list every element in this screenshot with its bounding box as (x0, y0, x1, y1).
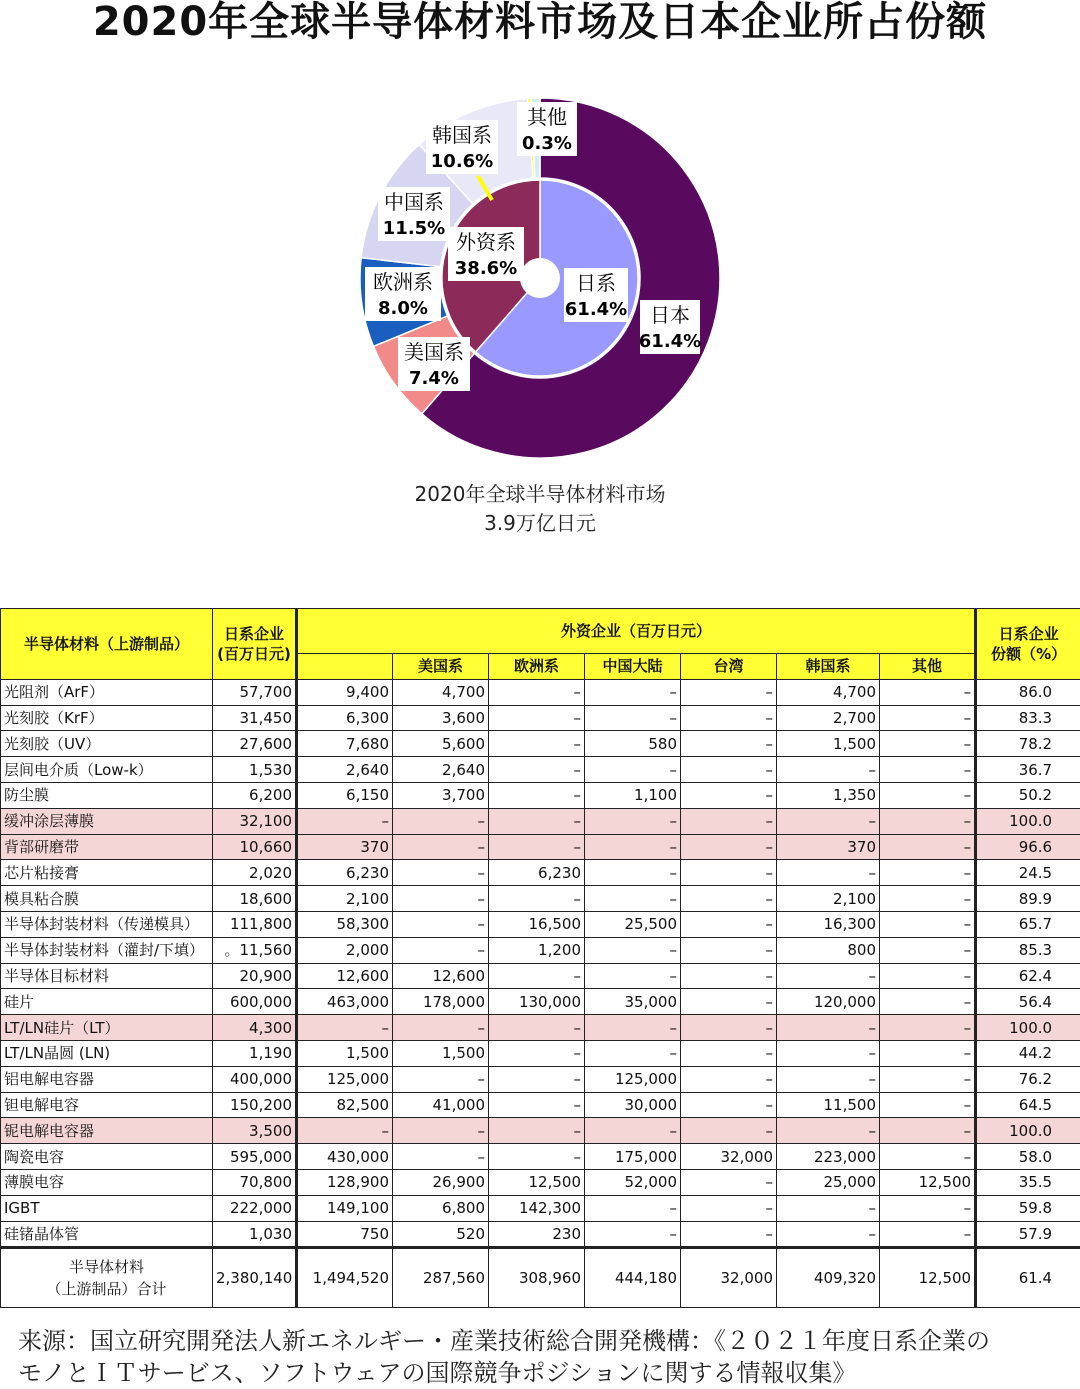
cell-share: 36.7 (976, 757, 1080, 783)
table-row (1, 1015, 1080, 1041)
cell-cn: – (585, 679, 681, 705)
cell-japan: 111,800 (213, 911, 297, 937)
cell-us: – (393, 911, 489, 937)
table-row (1, 886, 1080, 912)
cell-share: 100.0 (976, 1015, 1080, 1041)
cell-eu: – (489, 834, 585, 860)
cell-share: 100.0 (976, 1118, 1080, 1144)
cell-eu: 16,500 (489, 911, 585, 937)
header-share-label: 日系企业 (999, 625, 1059, 643)
cell-other: – (880, 1040, 976, 1066)
source-line-2: モノとＩＴサービス、ソフトウェアの国際競争ポジションに関する情報収集》 (18, 1357, 1078, 1389)
cell-tw: – (681, 886, 777, 912)
cell-tw: – (681, 911, 777, 937)
header-foreign-total (297, 654, 393, 680)
header-tw: 台湾 (681, 654, 777, 680)
header-share (976, 609, 1080, 680)
cell-foreign: 149,100 (297, 1195, 393, 1221)
cell-us: – (393, 808, 489, 834)
cell-other: – (880, 886, 976, 912)
cell-japan: 222,000 (213, 1195, 297, 1221)
total-tw: 32,000 (681, 1248, 777, 1308)
cell-share: 76.2 (976, 1066, 1080, 1092)
slice-label-percent: 38.6% (455, 258, 517, 279)
cell-other: – (880, 679, 976, 705)
cell-share: 85.3 (976, 937, 1080, 963)
cell-kr: – (777, 757, 880, 783)
cell-us: 6,800 (393, 1195, 489, 1221)
slice-label-name: 韩国系 (432, 123, 492, 147)
cell-foreign: 1,500 (297, 1040, 393, 1066)
table-row (1, 937, 1080, 963)
cell-tw: – (681, 937, 777, 963)
cell-foreign: 58,300 (297, 911, 393, 937)
table-row (1, 860, 1080, 886)
cell-kr: – (777, 1118, 880, 1144)
cell-tw: – (681, 1015, 777, 1041)
cell-share: 50.2 (976, 782, 1080, 808)
slice-label-percent: 7.4% (409, 368, 459, 389)
cell-eu: – (489, 1066, 585, 1092)
cell-us: – (393, 1015, 489, 1041)
cell-japan: 20,900 (213, 963, 297, 989)
cell-foreign: 6,300 (297, 705, 393, 731)
row-material-name: 钽电解电容 (1, 1092, 213, 1118)
cell-kr: 800 (777, 937, 880, 963)
cell-eu: – (489, 1092, 585, 1118)
cell-japan: 1,030 (213, 1221, 297, 1248)
cell-share: 56.4 (976, 989, 1080, 1015)
slice-label-name: 日本 (650, 303, 690, 327)
row-material-name: 硅锗晶体管 (1, 1221, 213, 1248)
cell-us: 3,600 (393, 705, 489, 731)
source-note (18, 1325, 1078, 1389)
row-material-name: 半导体目标材料 (1, 963, 213, 989)
table-row (1, 808, 1080, 834)
slice-label-percent: 8.0% (378, 298, 428, 319)
cell-cn: 580 (585, 731, 681, 757)
cell-share: 65.7 (976, 911, 1080, 937)
cell-foreign: 6,150 (297, 782, 393, 808)
cell-japan: 3,500 (213, 1118, 297, 1144)
row-material-name: 层间电介质（Low-k） (1, 757, 213, 783)
cell-share: 59.8 (976, 1195, 1080, 1221)
cell-tw: – (681, 1118, 777, 1144)
cell-eu: – (489, 757, 585, 783)
cell-tw: – (681, 963, 777, 989)
cell-us: – (393, 860, 489, 886)
cell-japan: 400,000 (213, 1066, 297, 1092)
cell-other: – (880, 1066, 976, 1092)
cell-other: – (880, 782, 976, 808)
cell-eu: 12,500 (489, 1169, 585, 1195)
cell-other: – (880, 1195, 976, 1221)
row-material-name: IGBT (1, 1195, 213, 1221)
row-material-name: 铌电解电容器 (1, 1118, 213, 1144)
cell-cn: – (585, 757, 681, 783)
row-material-name: LT/LN硅片（LT） (1, 1015, 213, 1041)
slice-label-percent: 10.6% (431, 151, 493, 172)
row-material-name: 半导体封装材料（传递模具） (1, 911, 213, 937)
center-hole (520, 258, 560, 298)
cell-tw: – (681, 989, 777, 1015)
cell-us: 520 (393, 1221, 489, 1248)
cell-foreign: 7,680 (297, 731, 393, 757)
slice-label-name: 其他 (527, 105, 567, 129)
cell-share: 83.3 (976, 705, 1080, 731)
cell-share: 24.5 (976, 860, 1080, 886)
cell-share: 100.0 (976, 808, 1080, 834)
table-row (1, 1169, 1080, 1195)
total-label (1, 1248, 213, 1308)
cell-kr: – (777, 1221, 880, 1248)
table-row (1, 911, 1080, 937)
cell-share: 44.2 (976, 1040, 1080, 1066)
cell-eu: – (489, 886, 585, 912)
cell-share: 96.6 (976, 834, 1080, 860)
cell-kr: – (777, 963, 880, 989)
cell-share: 64.5 (976, 1092, 1080, 1118)
cell-eu: – (489, 1040, 585, 1066)
table-row (1, 1040, 1080, 1066)
donut-chart (330, 80, 750, 460)
total-other: 12,500 (880, 1248, 976, 1308)
table-row (1, 1092, 1080, 1118)
header-japan-label: 日系企业 (224, 625, 284, 643)
cell-kr: 2,700 (777, 705, 880, 731)
cell-other: – (880, 705, 976, 731)
table-row (1, 679, 1080, 705)
cell-japan: 57,700 (213, 679, 297, 705)
cell-other: – (880, 1221, 976, 1248)
slice-label-percent: 61.4% (639, 331, 701, 352)
cell-japan: 6,200 (213, 782, 297, 808)
cell-foreign: 2,100 (297, 886, 393, 912)
header-eu: 欧洲系 (489, 654, 585, 680)
cell-foreign: – (297, 808, 393, 834)
cell-cn: 175,000 (585, 1144, 681, 1170)
cell-cn: – (585, 886, 681, 912)
row-material-name: 防尘膜 (1, 782, 213, 808)
cell-japan: 150,200 (213, 1092, 297, 1118)
slice-label-percent: 61.4% (565, 299, 627, 320)
cell-tw: – (681, 860, 777, 886)
cell-eu: 142,300 (489, 1195, 585, 1221)
cell-foreign: 6,230 (297, 860, 393, 886)
cell-eu: 1,200 (489, 937, 585, 963)
cell-tw: – (681, 1221, 777, 1248)
page-title: 2020年全球半导体材料市场及日本企业所占份额 (0, 0, 1080, 44)
chart-caption (0, 480, 1080, 538)
cell-other: – (880, 1092, 976, 1118)
header-share-unit: 份额（%） (991, 645, 1066, 663)
cell-japan: 。11,560 (213, 937, 297, 963)
cell-other: – (880, 963, 976, 989)
cell-foreign: 82,500 (297, 1092, 393, 1118)
total-japan: 2,380,140 (213, 1248, 297, 1308)
cell-kr: – (777, 1015, 880, 1041)
cell-other: – (880, 1144, 976, 1170)
cell-tw: – (681, 782, 777, 808)
slice-label-percent: 0.3% (522, 133, 572, 154)
cell-kr: 120,000 (777, 989, 880, 1015)
table-row (1, 757, 1080, 783)
cell-kr: 25,000 (777, 1169, 880, 1195)
cell-foreign: – (297, 1118, 393, 1144)
cell-foreign: 370 (297, 834, 393, 860)
source-line-1: 来源：国立研究開発法人新エネルギー・産業技術総合開発機構：《２０２１年度日系企業の (18, 1325, 1078, 1357)
cell-other: – (880, 911, 976, 937)
cell-cn: 125,000 (585, 1066, 681, 1092)
table-row (1, 731, 1080, 757)
cell-eu: – (489, 1015, 585, 1041)
cell-foreign: 750 (297, 1221, 393, 1248)
cell-cn: 25,500 (585, 911, 681, 937)
cell-us: – (393, 1144, 489, 1170)
cell-kr: 2,100 (777, 886, 880, 912)
cell-foreign: 2,640 (297, 757, 393, 783)
cell-share: 35.5 (976, 1169, 1080, 1195)
row-material-name: 光刻胶（KrF） (1, 705, 213, 731)
table-body (1, 679, 1080, 1308)
row-material-name: 模具粘合膜 (1, 886, 213, 912)
header-other: 其他 (880, 654, 976, 680)
cell-cn: – (585, 1221, 681, 1248)
table-row (1, 782, 1080, 808)
cell-tw: – (681, 679, 777, 705)
header-japan-unit: (百万日元) (217, 645, 291, 663)
row-material-name: 芯片粘接膏 (1, 860, 213, 886)
cell-tw: – (681, 1195, 777, 1221)
cell-tw: 32,000 (681, 1144, 777, 1170)
cell-eu: – (489, 731, 585, 757)
cell-tw: – (681, 808, 777, 834)
row-material-name: 铝电解电容器 (1, 1066, 213, 1092)
cell-cn: – (585, 834, 681, 860)
total-share: 61.4 (976, 1248, 1080, 1308)
cell-eu: 130,000 (489, 989, 585, 1015)
cell-tw: – (681, 757, 777, 783)
total-foreign: 1,494,520 (297, 1248, 393, 1308)
table-row (1, 1144, 1080, 1170)
table-row (1, 963, 1080, 989)
table-row (1, 705, 1080, 731)
row-material-name: LT/LN晶圆 (LN) (1, 1040, 213, 1066)
cell-tw: – (681, 1066, 777, 1092)
cell-kr: 1,350 (777, 782, 880, 808)
slice-label-name: 欧洲系 (373, 270, 433, 294)
cell-cn: 35,000 (585, 989, 681, 1015)
materials-table (0, 608, 1080, 1308)
cell-kr: – (777, 1040, 880, 1066)
cell-us: 2,640 (393, 757, 489, 783)
cell-foreign: 125,000 (297, 1066, 393, 1092)
table-row (1, 1118, 1080, 1144)
slice-label-name: 日系 (576, 271, 616, 295)
cell-eu: – (489, 782, 585, 808)
cell-other: – (880, 937, 976, 963)
cell-share: 58.0 (976, 1144, 1080, 1170)
total-label-line1: 半导体材料 (4, 1256, 209, 1278)
cell-kr: 4,700 (777, 679, 880, 705)
cell-cn: 30,000 (585, 1092, 681, 1118)
cell-tw: – (681, 834, 777, 860)
cell-cn: – (585, 937, 681, 963)
cell-kr: – (777, 860, 880, 886)
cell-japan: 4,300 (213, 1015, 297, 1041)
slice-label-name: 中国系 (384, 190, 444, 214)
cell-us: – (393, 834, 489, 860)
cell-kr: – (777, 1195, 880, 1221)
cell-cn: – (585, 1040, 681, 1066)
cell-share: 89.9 (976, 886, 1080, 912)
cell-eu: – (489, 705, 585, 731)
row-material-name: 硅片 (1, 989, 213, 1015)
cell-kr: 1,500 (777, 731, 880, 757)
total-us: 287,560 (393, 1248, 489, 1308)
cell-japan: 27,600 (213, 731, 297, 757)
cell-us: 178,000 (393, 989, 489, 1015)
cell-kr: 16,300 (777, 911, 880, 937)
cell-eu: – (489, 1118, 585, 1144)
row-material-name: 半导体封装材料（灌封/下填） (1, 937, 213, 963)
cell-share: 78.2 (976, 731, 1080, 757)
cell-eu: – (489, 808, 585, 834)
cell-share: 62.4 (976, 963, 1080, 989)
total-cn: 444,180 (585, 1248, 681, 1308)
cell-foreign: 12,600 (297, 963, 393, 989)
cell-foreign: 463,000 (297, 989, 393, 1015)
cell-share: 86.0 (976, 679, 1080, 705)
table-row (1, 1221, 1080, 1248)
chart-caption-subtitle: 3.9万亿日元 (0, 509, 1080, 538)
total-kr: 409,320 (777, 1248, 880, 1308)
cell-us: 3,700 (393, 782, 489, 808)
cell-japan: 595,000 (213, 1144, 297, 1170)
slice-label-name: 美国系 (404, 340, 464, 364)
cell-cn: – (585, 705, 681, 731)
cell-cn: – (585, 1195, 681, 1221)
cell-other: 12,500 (880, 1169, 976, 1195)
header-cn: 中国大陆 (585, 654, 681, 680)
cell-us: 12,600 (393, 963, 489, 989)
cell-kr: 11,500 (777, 1092, 880, 1118)
total-eu: 308,960 (489, 1248, 585, 1308)
cell-us: – (393, 886, 489, 912)
cell-kr: – (777, 808, 880, 834)
cell-share: 57.9 (976, 1221, 1080, 1248)
cell-japan: 1,530 (213, 757, 297, 783)
table-row (1, 989, 1080, 1015)
cell-japan: 18,600 (213, 886, 297, 912)
cell-japan: 1,190 (213, 1040, 297, 1066)
cell-tw: – (681, 1092, 777, 1118)
cell-japan: 2,020 (213, 860, 297, 886)
cell-japan: 31,450 (213, 705, 297, 731)
cell-cn: – (585, 1118, 681, 1144)
table-row (1, 1066, 1080, 1092)
cell-us: – (393, 1066, 489, 1092)
cell-us: 5,600 (393, 731, 489, 757)
cell-kr: – (777, 1066, 880, 1092)
cell-foreign: 128,900 (297, 1169, 393, 1195)
row-material-name: 陶瓷电容 (1, 1144, 213, 1170)
header-foreign: 外资企业（百万日元） (297, 609, 976, 654)
cell-us: 4,700 (393, 679, 489, 705)
header-material: 半导体材料（上游制品） (1, 609, 213, 680)
cell-us: 41,000 (393, 1092, 489, 1118)
cell-tw: – (681, 731, 777, 757)
cell-us: – (393, 1118, 489, 1144)
slice-label-name: 外资系 (456, 230, 516, 254)
table-row (1, 834, 1080, 860)
cell-tw: – (681, 1040, 777, 1066)
header-japan (213, 609, 297, 680)
header-kr: 韩国系 (777, 654, 880, 680)
cell-other: – (880, 834, 976, 860)
cell-other: – (880, 1118, 976, 1144)
cell-eu: 6,230 (489, 860, 585, 886)
cell-other: – (880, 808, 976, 834)
cell-foreign: 9,400 (297, 679, 393, 705)
cell-tw: – (681, 705, 777, 731)
cell-kr: 223,000 (777, 1144, 880, 1170)
row-material-name: 光阻剂（ArF） (1, 679, 213, 705)
cell-other: – (880, 860, 976, 886)
cell-cn: 1,100 (585, 782, 681, 808)
row-material-name: 缓冲涂层薄膜 (1, 808, 213, 834)
row-material-name: 光刻胶（UV） (1, 731, 213, 757)
cell-us: 26,900 (393, 1169, 489, 1195)
cell-kr: 370 (777, 834, 880, 860)
cell-foreign: 430,000 (297, 1144, 393, 1170)
chart-caption-title: 2020年全球半导体材料市场 (0, 480, 1080, 509)
cell-cn: – (585, 808, 681, 834)
table-row (1, 1195, 1080, 1221)
cell-eu: – (489, 1144, 585, 1170)
cell-japan: 32,100 (213, 808, 297, 834)
total-label-line2: （上游制品）合计 (4, 1278, 209, 1300)
cell-other: – (880, 989, 976, 1015)
table-total-row (1, 1248, 1080, 1308)
cell-cn: – (585, 860, 681, 886)
cell-cn: – (585, 963, 681, 989)
cell-other: – (880, 757, 976, 783)
cell-cn: – (585, 1015, 681, 1041)
cell-tw: – (681, 1169, 777, 1195)
header-us: 美国系 (393, 654, 489, 680)
cell-eu: – (489, 679, 585, 705)
cell-eu: – (489, 963, 585, 989)
cell-us: – (393, 937, 489, 963)
cell-foreign: – (297, 1015, 393, 1041)
cell-eu: 230 (489, 1221, 585, 1248)
cell-us: 1,500 (393, 1040, 489, 1066)
slice-label-percent: 11.5% (383, 218, 445, 239)
cell-foreign: 2,000 (297, 937, 393, 963)
cell-japan: 10,660 (213, 834, 297, 860)
cell-other: – (880, 1015, 976, 1041)
cell-japan: 70,800 (213, 1169, 297, 1195)
cell-cn: 52,000 (585, 1169, 681, 1195)
cell-other: – (880, 731, 976, 757)
row-material-name: 薄膜电容 (1, 1169, 213, 1195)
cell-japan: 600,000 (213, 989, 297, 1015)
row-material-name: 背部研磨带 (1, 834, 213, 860)
